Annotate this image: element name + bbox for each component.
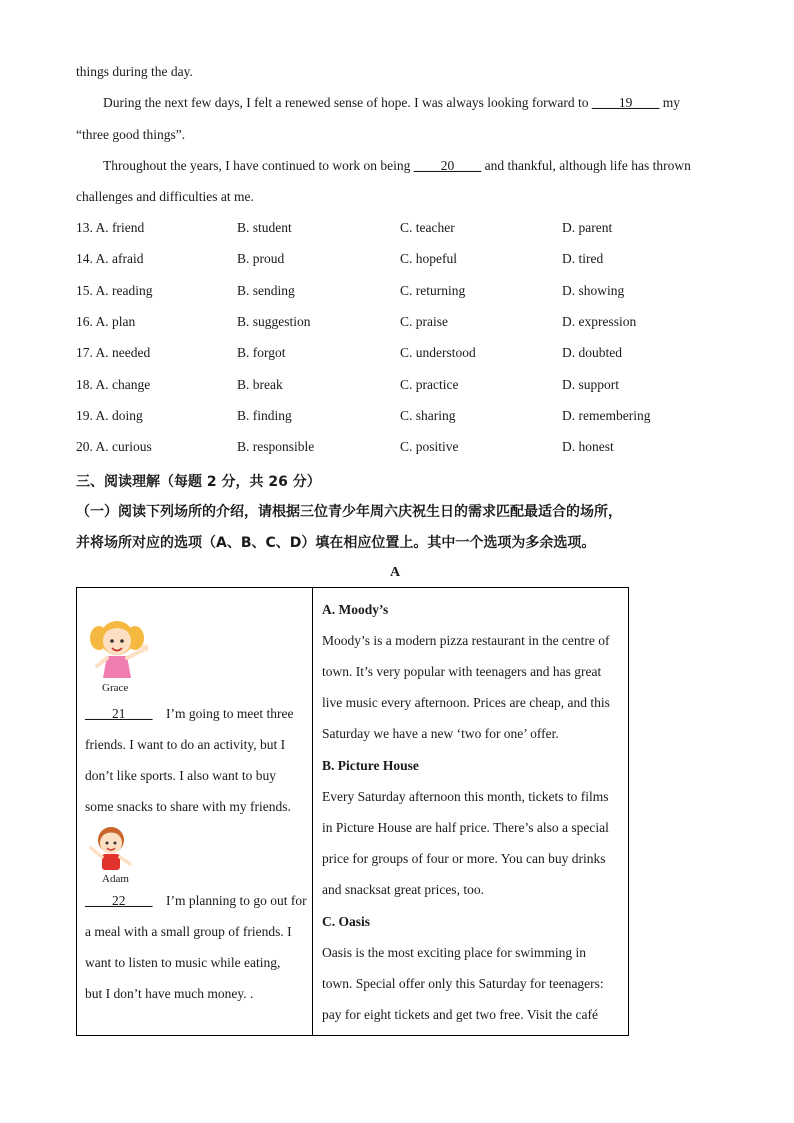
- option-choice-c: C. returning: [400, 283, 466, 298]
- place-a-line: live music every afternoon. Prices are cheap, and this: [322, 695, 610, 710]
- option-row: [76, 345, 776, 365]
- option-choice-b: B. suggestion: [237, 314, 311, 329]
- blank-20: ____20____: [413, 158, 482, 173]
- option-choice-d: D. doubted: [562, 345, 622, 360]
- place-a-line: Saturday we have a new ‘two for one’ offer.: [322, 726, 559, 741]
- option-choice-d: D. parent: [562, 220, 613, 235]
- passage-line: “three good things”.: [76, 127, 186, 142]
- adam-avatar: [85, 824, 135, 872]
- option-choice-a: 14. A. afraid: [76, 251, 144, 266]
- option-row: [76, 251, 776, 271]
- option-choice-a: 15. A. reading: [76, 283, 153, 298]
- option-choice-d: D. tired: [562, 251, 604, 266]
- option-row: [76, 439, 776, 459]
- passage-text: During the next few days, I felt a renewed sense of hope. I was always looking forward to: [103, 95, 592, 110]
- grace-avatar: [83, 616, 155, 684]
- option-choice-b: B. student: [237, 220, 292, 235]
- column-divider: [312, 588, 313, 1035]
- adam-name: Adam: [102, 873, 129, 885]
- grace-text: I’m going to meet three: [166, 706, 294, 721]
- option-choice-d: D. expression: [562, 314, 637, 329]
- option-choice-d: D. honest: [562, 439, 614, 454]
- option-row: [76, 283, 776, 303]
- grace-line: friends. I want to do an activity, but I: [85, 737, 286, 752]
- option-choice-a: 16. A. plan: [76, 314, 136, 329]
- adam-line: [85, 893, 307, 909]
- passage-line: [103, 158, 691, 174]
- blank-22: ____22____: [85, 893, 153, 908]
- place-a-title: A. Moody’s: [322, 602, 389, 617]
- section-heading: 三、阅读理解（每题 2 分，共 26 分）: [76, 474, 321, 490]
- option-choice-b: B. finding: [237, 408, 292, 423]
- option-choice-c: C. hopeful: [400, 251, 457, 266]
- option-choice-c: C. positive: [400, 439, 459, 454]
- blank-19: ____19____: [591, 95, 660, 110]
- adam-line: a meal with a small group of friends. I: [85, 924, 292, 939]
- place-b-line: in Picture House are half price. There’s also a special: [322, 820, 609, 835]
- place-b-title: B. Picture House: [322, 758, 419, 773]
- option-choice-b: B. break: [237, 377, 283, 392]
- adam-line: but I don’t have much money. .: [85, 986, 254, 1001]
- instruction-line: 并将场所对应的选项（A、B、C、D）填在相应位置上。其中一个选项为多余选项。: [76, 535, 596, 551]
- place-a-line: Moody’s is a modern pizza restaurant in the centre of: [322, 633, 610, 648]
- passage-line: [103, 95, 680, 111]
- option-choice-a: 13. A. friend: [76, 220, 145, 235]
- option-row: [76, 314, 776, 334]
- option-choice-d: D. remembering: [562, 408, 651, 423]
- place-a-line: town. It’s very popular with teenagers and has great: [322, 664, 602, 679]
- passage-line: challenges and difficulties at me.: [76, 189, 254, 204]
- grace-name: Grace: [102, 682, 129, 694]
- part-label: A: [390, 565, 401, 580]
- instruction-line: （一）阅读下列场所的介绍，请根据三位青少年周六庆祝生日的需求匹配最适合的场所，: [76, 504, 622, 520]
- passage-text: my: [659, 95, 680, 110]
- option-choice-a: 18. A. change: [76, 377, 151, 392]
- grace-line: some snacks to share with my friends.: [85, 799, 291, 814]
- grace-line: don’t like sports. I also want to buy: [85, 768, 276, 783]
- place-c-line: Oasis is the most exciting place for swimming in: [322, 945, 586, 960]
- grace-line: [85, 706, 293, 722]
- adam-line: want to listen to music while eating,: [85, 955, 281, 970]
- passage-line: things during the day.: [76, 64, 193, 79]
- option-choice-c: C. teacher: [400, 220, 455, 235]
- option-choice-b: B. responsible: [237, 439, 315, 454]
- option-choice-d: D. showing: [562, 283, 625, 298]
- matching-table: [76, 587, 629, 1036]
- option-choice-b: B. sending: [237, 283, 295, 298]
- option-choice-d: D. support: [562, 377, 619, 392]
- passage-text: Throughout the years, I have continued to work on being: [103, 158, 414, 173]
- option-choice-b: B. proud: [237, 251, 285, 266]
- place-c-title: C. Oasis: [322, 914, 371, 929]
- passage-text: and thankful, although life has thrown: [481, 158, 691, 173]
- place-c-line: town. Special offer only this Saturday for teenagers:: [322, 976, 604, 991]
- place-b-line: price for groups of four or more. You can buy drinks: [322, 851, 606, 866]
- place-c-line: pay for eight tickets and get two free. Visit the café: [322, 1007, 598, 1022]
- option-row: [76, 377, 776, 397]
- option-choice-b: B. forgot: [237, 345, 286, 360]
- option-row: [76, 220, 776, 240]
- option-choice-c: C. practice: [400, 377, 459, 392]
- place-b-line: and snacksat great prices, too.: [322, 882, 484, 897]
- option-choice-a: 19. A. doing: [76, 408, 143, 423]
- option-choice-a: 20. A. curious: [76, 439, 152, 454]
- option-row: [76, 408, 776, 428]
- option-choice-c: C. sharing: [400, 408, 456, 423]
- option-choice-c: C. understood: [400, 345, 476, 360]
- blank-21: ____21____: [85, 706, 153, 721]
- adam-text: I’m planning to go out for: [166, 893, 307, 908]
- option-choice-a: 17. A. needed: [76, 345, 151, 360]
- place-b-line: Every Saturday afternoon this month, tickets to films: [322, 789, 609, 804]
- option-choice-c: C. praise: [400, 314, 448, 329]
